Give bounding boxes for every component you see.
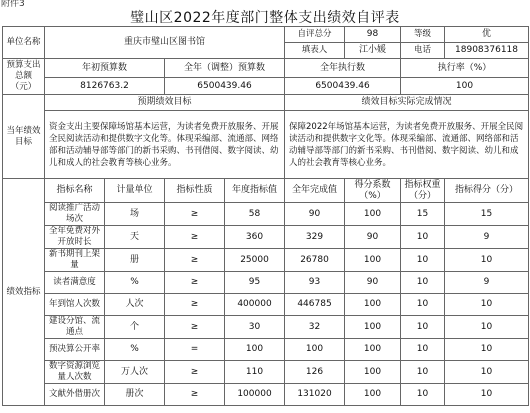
unit-name-value: 重庆市璧山区图书馆 — [45, 27, 285, 59]
indicator-name: 全年免费对外开放时长 — [45, 226, 105, 249]
grade-label: 等级 — [401, 27, 445, 43]
indicator-coefficient: 100 — [345, 294, 401, 316]
indicator-name: 阅读推广活动场次 — [45, 203, 105, 226]
col-unit: 计量单位 — [105, 179, 165, 203]
indicator-weight: 10 — [401, 272, 445, 294]
actual-goals-text: 保障2022年场馆基本运营，为读者免费开放服务、开展全民阅读活动和提供数字文化等。体现采编部、流通部、网络部和活动辅导部等部门的新书采购、书刊借阅、数字阅读、幼儿和成人的社会教育等核心业务。 — [285, 111, 529, 179]
indicator-score: 10 — [445, 249, 529, 272]
indicator-score: 9 — [445, 272, 529, 294]
indicator-target: 95 — [225, 272, 285, 294]
evaluation-table — [2, 26, 529, 406]
indicator-actual: 93 — [285, 272, 345, 294]
table-row — [3, 339, 529, 361]
indicator-target: 360 — [225, 226, 285, 249]
indicator-coefficient: 100 — [345, 316, 401, 339]
indicator-coefficient: 100 — [345, 249, 401, 272]
indicator-weight: 10 — [401, 316, 445, 339]
indicator-unit: 天 — [105, 226, 165, 249]
initial-budget-label: 年初预算数 — [45, 59, 165, 78]
self-score-label: 自评总分 — [285, 27, 345, 43]
indicator-score: 10 — [445, 294, 529, 316]
filler-label: 填表人 — [285, 43, 345, 59]
executed-label: 全年执行数 — [285, 59, 401, 78]
col-indicator-name: 指标名称 — [45, 179, 105, 203]
indicator-score: 10 — [445, 361, 529, 384]
indicator-unit: 万人次 — [105, 361, 165, 384]
self-score-value: 98 — [345, 27, 401, 43]
table-row — [3, 361, 529, 384]
phone-value: 18908376118 — [445, 43, 529, 59]
indicator-unit: 人次 — [105, 294, 165, 316]
indicator-coefficient: 100 — [345, 384, 401, 406]
indicator-actual: 329 — [285, 226, 345, 249]
indicator-name: 数字资源浏览量人次数 — [45, 361, 105, 384]
indicator-weight: 10 — [401, 226, 445, 249]
indicator-weight: 15 — [401, 203, 445, 226]
table-row — [3, 316, 529, 339]
filler-value: 江小媛 — [345, 43, 401, 59]
attachment-label: 附件3 — [1, 0, 25, 9]
actual-goals-header: 绩效目标实际完成情况 — [285, 95, 529, 111]
indicator-columns-row — [3, 179, 529, 203]
indicator-target: 400000 — [225, 294, 285, 316]
indicator-target: 58 — [225, 203, 285, 226]
indicator-score: 15 — [445, 203, 529, 226]
indicator-actual: 100 — [285, 339, 345, 361]
indicator-weight: 10 — [401, 339, 445, 361]
indicator-score: 9 — [445, 226, 529, 249]
indicator-target: 25000 — [225, 249, 285, 272]
indicator-nature: ≥ — [165, 361, 225, 384]
execution-rate-label: 执行率（%） — [401, 59, 529, 78]
indicator-actual: 32 — [285, 316, 345, 339]
indicator-unit: 册次 — [105, 384, 165, 406]
indicator-actual: 126 — [285, 361, 345, 384]
indicator-coefficient: 100 — [345, 339, 401, 361]
table-row — [3, 294, 529, 316]
indicator-nature: = — [165, 339, 225, 361]
indicator-nature: ≥ — [165, 316, 225, 339]
indicator-name: 建设分馆、流通点 — [45, 316, 105, 339]
indicator-name: 文献外借册次 — [45, 384, 105, 406]
indicator-coefficient: 90 — [345, 272, 401, 294]
indicator-target: 110 — [225, 361, 285, 384]
execution-rate-value: 100 — [401, 78, 529, 95]
indicator-actual: 26780 — [285, 249, 345, 272]
col-nature: 指标性质 — [165, 179, 225, 203]
page-title: 璧山区2022年度部门整体支出绩效自评表 — [130, 10, 400, 26]
adjusted-budget-value: 6500439.46 — [165, 78, 285, 95]
adjusted-budget-label: 全年（调整）预算数 — [165, 59, 285, 78]
table-row — [3, 203, 529, 226]
initial-budget-value: 8126763.2 — [45, 78, 165, 95]
indicator-nature: ≥ — [165, 294, 225, 316]
phone-label: 电话 — [401, 43, 445, 59]
col-coefficient: 得分系数（%） — [345, 179, 401, 203]
planned-goals-header: 预期绩效目标 — [45, 95, 285, 111]
budget-section-label: 预算支出总额（元） — [3, 59, 45, 95]
col-score: 指标得分（分） — [445, 179, 529, 203]
indicator-score: 10 — [445, 339, 529, 361]
indicator-weight: 10 — [401, 384, 445, 406]
indicator-nature: ≥ — [165, 384, 225, 406]
col-target: 年度指标值 — [225, 179, 285, 203]
indicator-score: 10 — [445, 384, 529, 406]
grade-value: 优 — [445, 27, 529, 43]
indicator-name: 新书期刊上架量 — [45, 249, 105, 272]
indicator-name: 年到馆人次数 — [45, 294, 105, 316]
indicator-unit: 场 — [105, 203, 165, 226]
indicator-unit: 个 — [105, 316, 165, 339]
goals-header-row — [3, 95, 529, 111]
table-row — [3, 272, 529, 294]
budget-value-row — [3, 78, 529, 95]
indicator-name: 预决算公开率 — [45, 339, 105, 361]
table-row — [3, 249, 529, 272]
indicator-actual: 131020 — [285, 384, 345, 406]
indicator-weight: 10 — [401, 361, 445, 384]
indicator-actual: 90 — [285, 203, 345, 226]
indicator-unit: 册 — [105, 249, 165, 272]
indicator-coefficient: 100 — [345, 361, 401, 384]
executed-value: 6500439.46 — [285, 78, 401, 95]
unit-name-label: 单位名称 — [3, 27, 45, 59]
indicator-target: 100 — [225, 339, 285, 361]
indicator-nature: ≥ — [165, 249, 225, 272]
planned-goals-text: 资金支出主要保障场馆基本运营，为读者免费开放服务、开展全民阅读活动和提供数字文化等。体现采编部、流通部、网络部和活动辅导部等部门的新书采购、书刊借阅、数字阅读、幼儿和成人的社会教育等核心业务。 — [45, 111, 285, 179]
indicator-nature: ≥ — [165, 226, 225, 249]
indicator-name: 读者满意度 — [45, 272, 105, 294]
indicator-coefficient: 100 — [345, 203, 401, 226]
table-row — [3, 226, 529, 249]
indicator-actual: 446785 — [285, 294, 345, 316]
indicator-score: 10 — [445, 316, 529, 339]
goals-text-row — [3, 111, 529, 179]
indicator-target: 30 — [225, 316, 285, 339]
indicator-unit: % — [105, 339, 165, 361]
indicator-nature: ≥ — [165, 203, 225, 226]
indicator-nature: ≥ — [165, 272, 225, 294]
indicator-weight: 10 — [401, 294, 445, 316]
indicator-unit: % — [105, 272, 165, 294]
indicator-target: 100000 — [225, 384, 285, 406]
header-row-1 — [3, 27, 529, 43]
table-row — [3, 384, 529, 406]
col-weight: 指标权重（分） — [401, 179, 445, 203]
budget-header-row — [3, 59, 529, 78]
col-actual: 全年完成值 — [285, 179, 345, 203]
indicator-coefficient: 90 — [345, 226, 401, 249]
indicator-weight: 10 — [401, 249, 445, 272]
goals-section-label: 当年绩效目标 — [3, 95, 45, 179]
indicators-section-label: 绩效指标 — [3, 179, 45, 406]
